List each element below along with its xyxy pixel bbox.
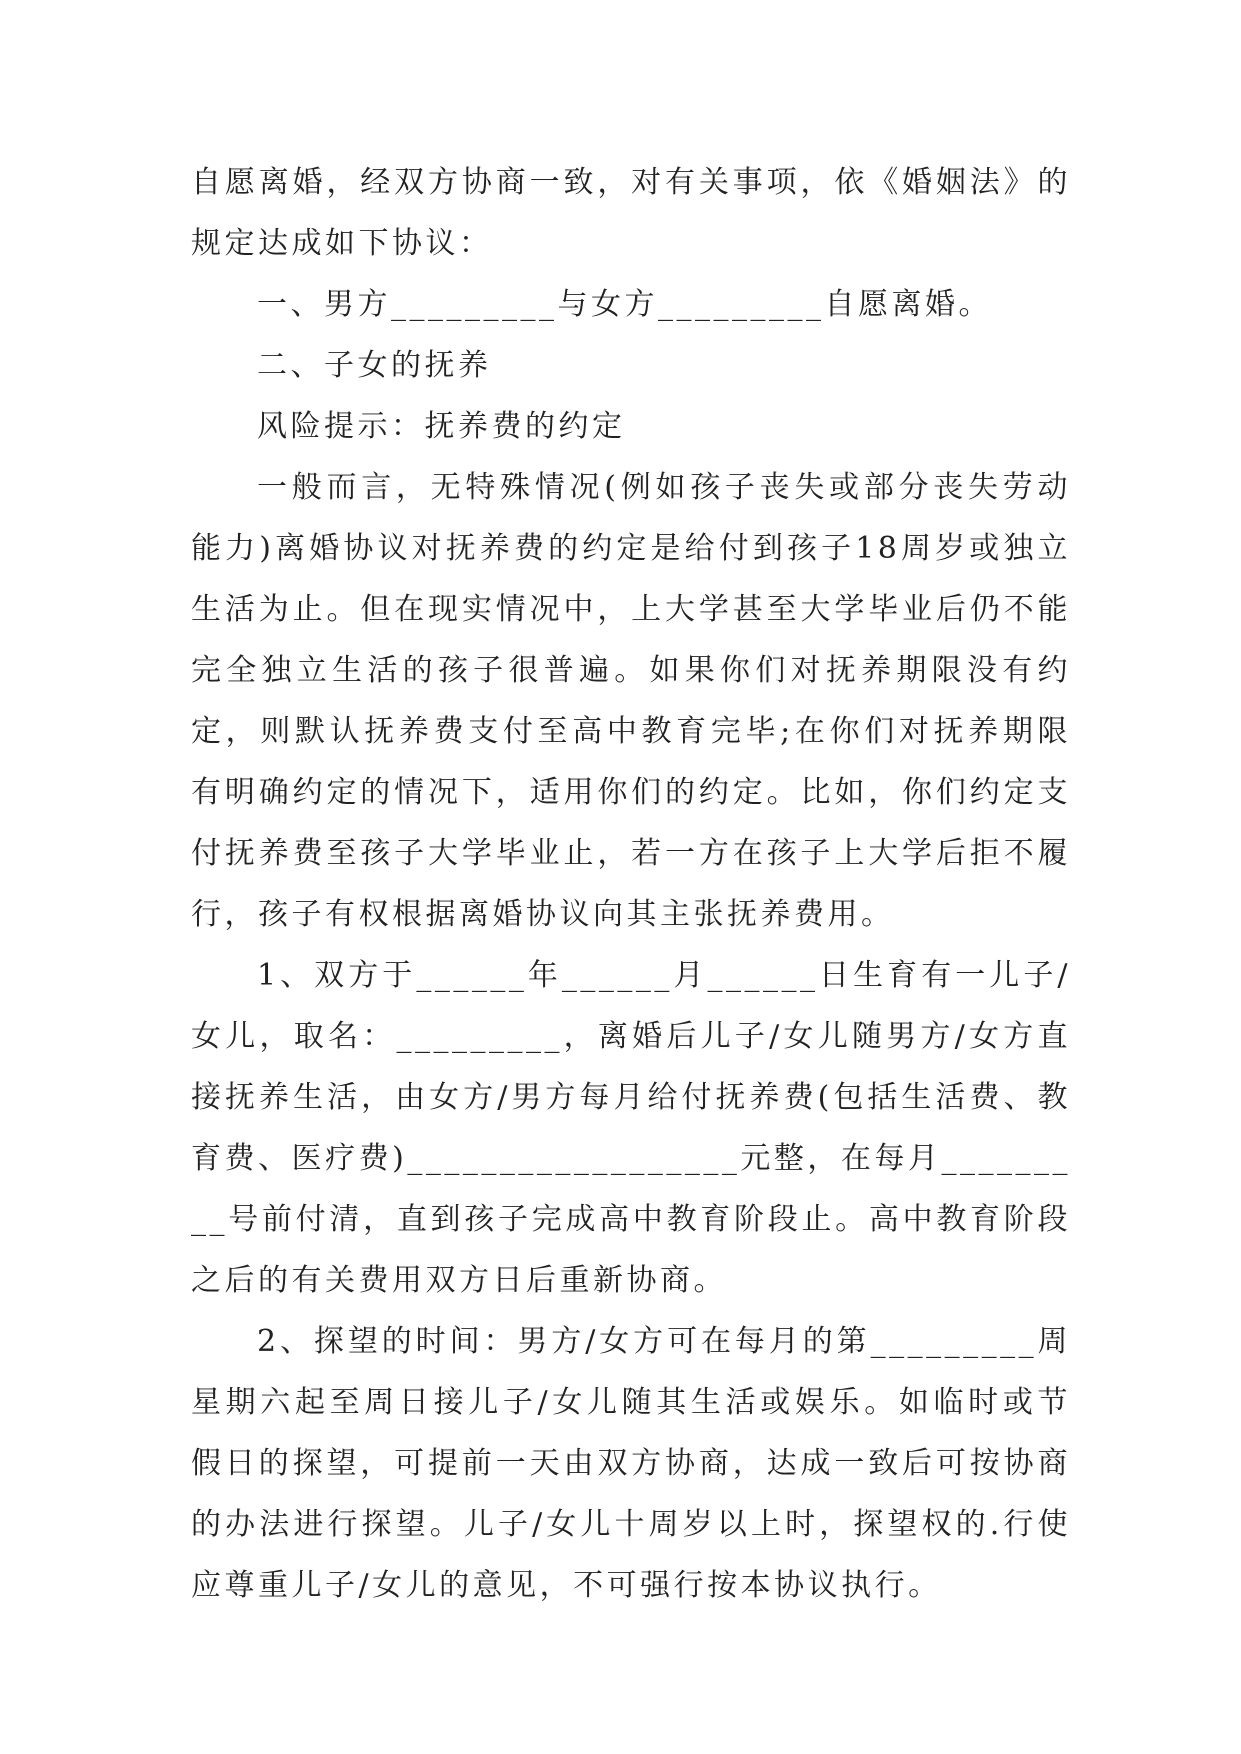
paragraph-risk-heading: 风险提示：抚养费的约定 — [257, 409, 626, 444]
document-body — [191, 152, 1071, 1616]
paragraph-intro: 自愿离婚，经双方协商一致，对有关事项，依《婚姻法》的规定达成如下协议： — [191, 165, 1071, 261]
paragraph-risk-body: 一般而言，无特殊情况(例如孩子丧失或部分丧失劳动能力)离婚协议对抚养费的约定是给付到孩子18周岁或独立生活为止。但在现实情况中，上大学甚至大学毕业后仍不能完全独立生活的孩子很普遍。如果你们对抚养期限没有约定，则默认抚养费支付至高中教育完毕;在你们对抚养期限有明确约定的情况下，适用你们的约定。比如，你们约定支付抚养费至孩子大学毕业止，若一方在孩子上大学后拒不履行，孩子有权根据离婚协议向其主张抚养费用。 — [191, 470, 1071, 932]
paragraph-item-2: 2、探望的时间：男方/女方可在每月的第_________周星期六起至周日接儿子/女儿随其生活或娱乐。如临时或节假日的探望，可提前一天由双方协商，达成一致后可按协商的办法进行探望。儿子/女儿十周岁以上时，探望权的.行使应尊重儿子/女儿的意见，不可强行按本协议执行。 — [191, 1324, 1071, 1603]
paragraph-clause-2-heading: 二、子女的抚养 — [257, 348, 492, 383]
paragraph-item-1: 1、双方于______年______月______日生育有一儿子/女儿，取名：_________，离婚后儿子/女儿随男方/女方直接抚养生活，由女方/男方每月给付抚养费(包括生活费、教育费、医疗费)__________________元整，在每月_________号前付清，直到孩子完成高中教育阶段止。高中教育阶段之后的有关费用双方日后重新协商。 — [191, 958, 1071, 1298]
paragraph-clause-1: 一、男方_________与女方_________自愿离婚。 — [257, 287, 992, 322]
